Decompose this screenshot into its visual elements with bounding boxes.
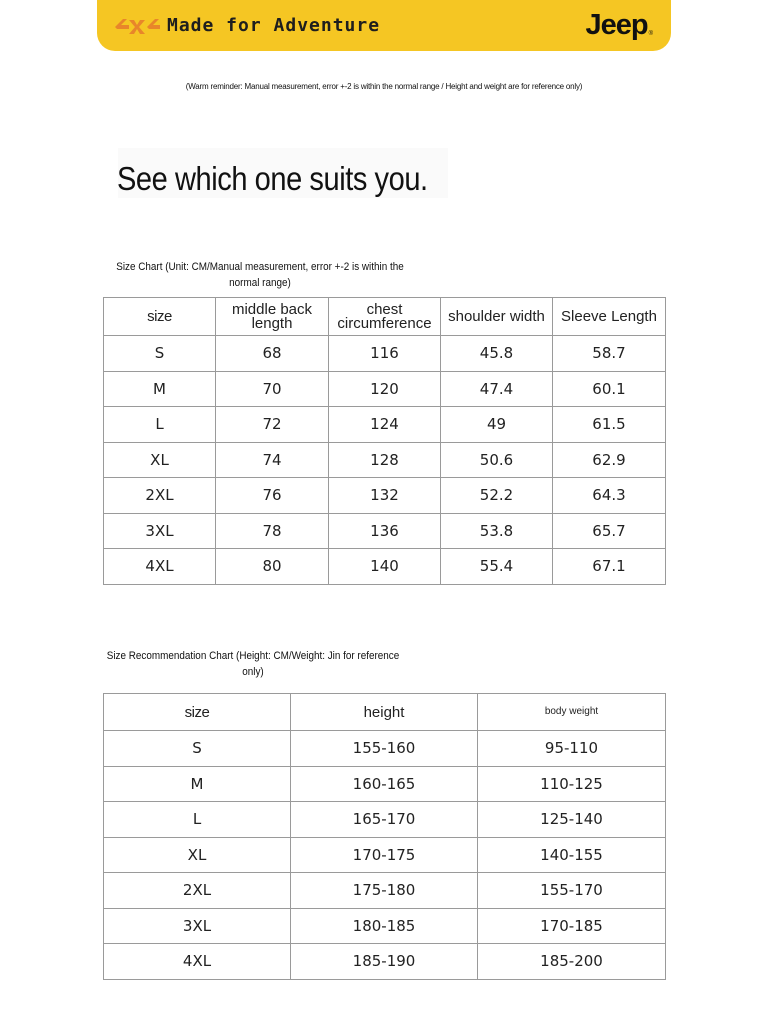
value-cell: 64.3 [553, 478, 666, 514]
banner-slogan: Made for Adventure [167, 15, 381, 36]
value-cell: 62.9 [553, 442, 666, 478]
size-cell: 2XL [104, 873, 291, 909]
size-cell: S [104, 731, 291, 767]
table-row [104, 873, 666, 909]
value-cell: 95-110 [478, 731, 666, 767]
size-chart-caption [112, 259, 409, 291]
size-chart-header-row [104, 298, 666, 336]
value-cell: 132 [329, 478, 441, 514]
size-cell: 4XL [104, 944, 291, 980]
value-cell: 60.1 [553, 371, 666, 407]
value-cell: 110-125 [478, 766, 666, 802]
value-cell: 170-185 [478, 908, 666, 944]
header-middle-back-length: middle back length [216, 298, 329, 336]
table-row [104, 549, 666, 585]
header-body-weight: body weight [478, 694, 666, 731]
recommendation-header-row [104, 694, 666, 731]
value-cell: 55.4 [441, 549, 553, 585]
value-cell: 124 [329, 407, 441, 443]
table-row [104, 837, 666, 873]
recommendation-chart-caption [105, 648, 402, 680]
size-cell: 3XL [104, 908, 291, 944]
value-cell: 68 [216, 336, 329, 372]
size-cell: M [104, 766, 291, 802]
header-height: height [291, 694, 478, 731]
value-cell: 175-180 [291, 873, 478, 909]
table-row [104, 336, 666, 372]
table-row [104, 371, 666, 407]
size-cell: L [104, 407, 216, 443]
value-cell: 165-170 [291, 802, 478, 838]
size-cell: 3XL [104, 513, 216, 549]
value-cell: 47.4 [441, 371, 553, 407]
value-cell: 128 [329, 442, 441, 478]
value-cell: 80 [216, 549, 329, 585]
value-cell: 50.6 [441, 442, 553, 478]
table-row [104, 731, 666, 767]
value-cell: 185-200 [478, 944, 666, 980]
brand-name: Jeep [585, 9, 648, 41]
value-cell: 78 [216, 513, 329, 549]
recommendation-chart-table [103, 693, 666, 980]
value-cell: 61.5 [553, 407, 666, 443]
value-cell: 70 [216, 371, 329, 407]
recommendation-caption-line2: only) [242, 666, 264, 678]
value-cell: 52.2 [441, 478, 553, 514]
recommendation-caption-line1: Size Recommendation Chart (Height: CM/Weight: Jin for reference [106, 650, 400, 662]
table-row [104, 802, 666, 838]
brand-banner [97, 0, 671, 51]
jeep-logo [585, 9, 651, 42]
value-cell: 185-190 [291, 944, 478, 980]
header-shoulder-width: shoulder width [441, 298, 553, 336]
table-row [104, 513, 666, 549]
header-size: size [104, 298, 216, 336]
value-cell: 116 [329, 336, 441, 372]
table-row [104, 442, 666, 478]
value-cell: 58.7 [553, 336, 666, 372]
page-title: See which one suits you. [117, 160, 428, 197]
size-cell: S [104, 336, 216, 372]
size-cell: 4XL [104, 549, 216, 585]
table-row [104, 766, 666, 802]
value-cell: 155-160 [291, 731, 478, 767]
table-row [104, 407, 666, 443]
value-cell: 136 [329, 513, 441, 549]
value-cell: 49 [441, 407, 553, 443]
value-cell: 72 [216, 407, 329, 443]
value-cell: 45.8 [441, 336, 553, 372]
value-cell: 74 [216, 442, 329, 478]
size-chart-caption-line2: normal range) [229, 277, 291, 289]
size-cell: L [104, 802, 291, 838]
registered-mark: ® [648, 31, 652, 37]
header-sleeve-length: Sleeve Length [553, 298, 666, 336]
value-cell: 160-165 [291, 766, 478, 802]
value-cell: 140-155 [478, 837, 666, 873]
value-cell: 76 [216, 478, 329, 514]
size-cell: XL [104, 442, 216, 478]
size-chart-table [103, 297, 666, 585]
value-cell: 53.8 [441, 513, 553, 549]
header-size: size [104, 694, 291, 731]
warm-reminder: (Warm reminder: Manual measurement, error +-2 is within the normal range / Height and weight are for reference only) [185, 82, 583, 91]
value-cell: 155-170 [478, 873, 666, 909]
value-cell: 125-140 [478, 802, 666, 838]
header-chest-circumference: chest circumference [329, 298, 441, 336]
value-cell: 170-175 [291, 837, 478, 873]
value-cell: 120 [329, 371, 441, 407]
table-row [104, 478, 666, 514]
4x4-logo-icon [113, 17, 161, 37]
size-cell: 2XL [104, 478, 216, 514]
value-cell: 65.7 [553, 513, 666, 549]
table-row [104, 908, 666, 944]
value-cell: 67.1 [553, 549, 666, 585]
value-cell: 180-185 [291, 908, 478, 944]
table-row [104, 944, 666, 980]
size-cell: M [104, 371, 216, 407]
size-chart-caption-line1: Size Chart (Unit: CM/Manual measurement, error +-2 is within the [116, 261, 404, 273]
value-cell: 140 [329, 549, 441, 585]
size-cell: XL [104, 837, 291, 873]
